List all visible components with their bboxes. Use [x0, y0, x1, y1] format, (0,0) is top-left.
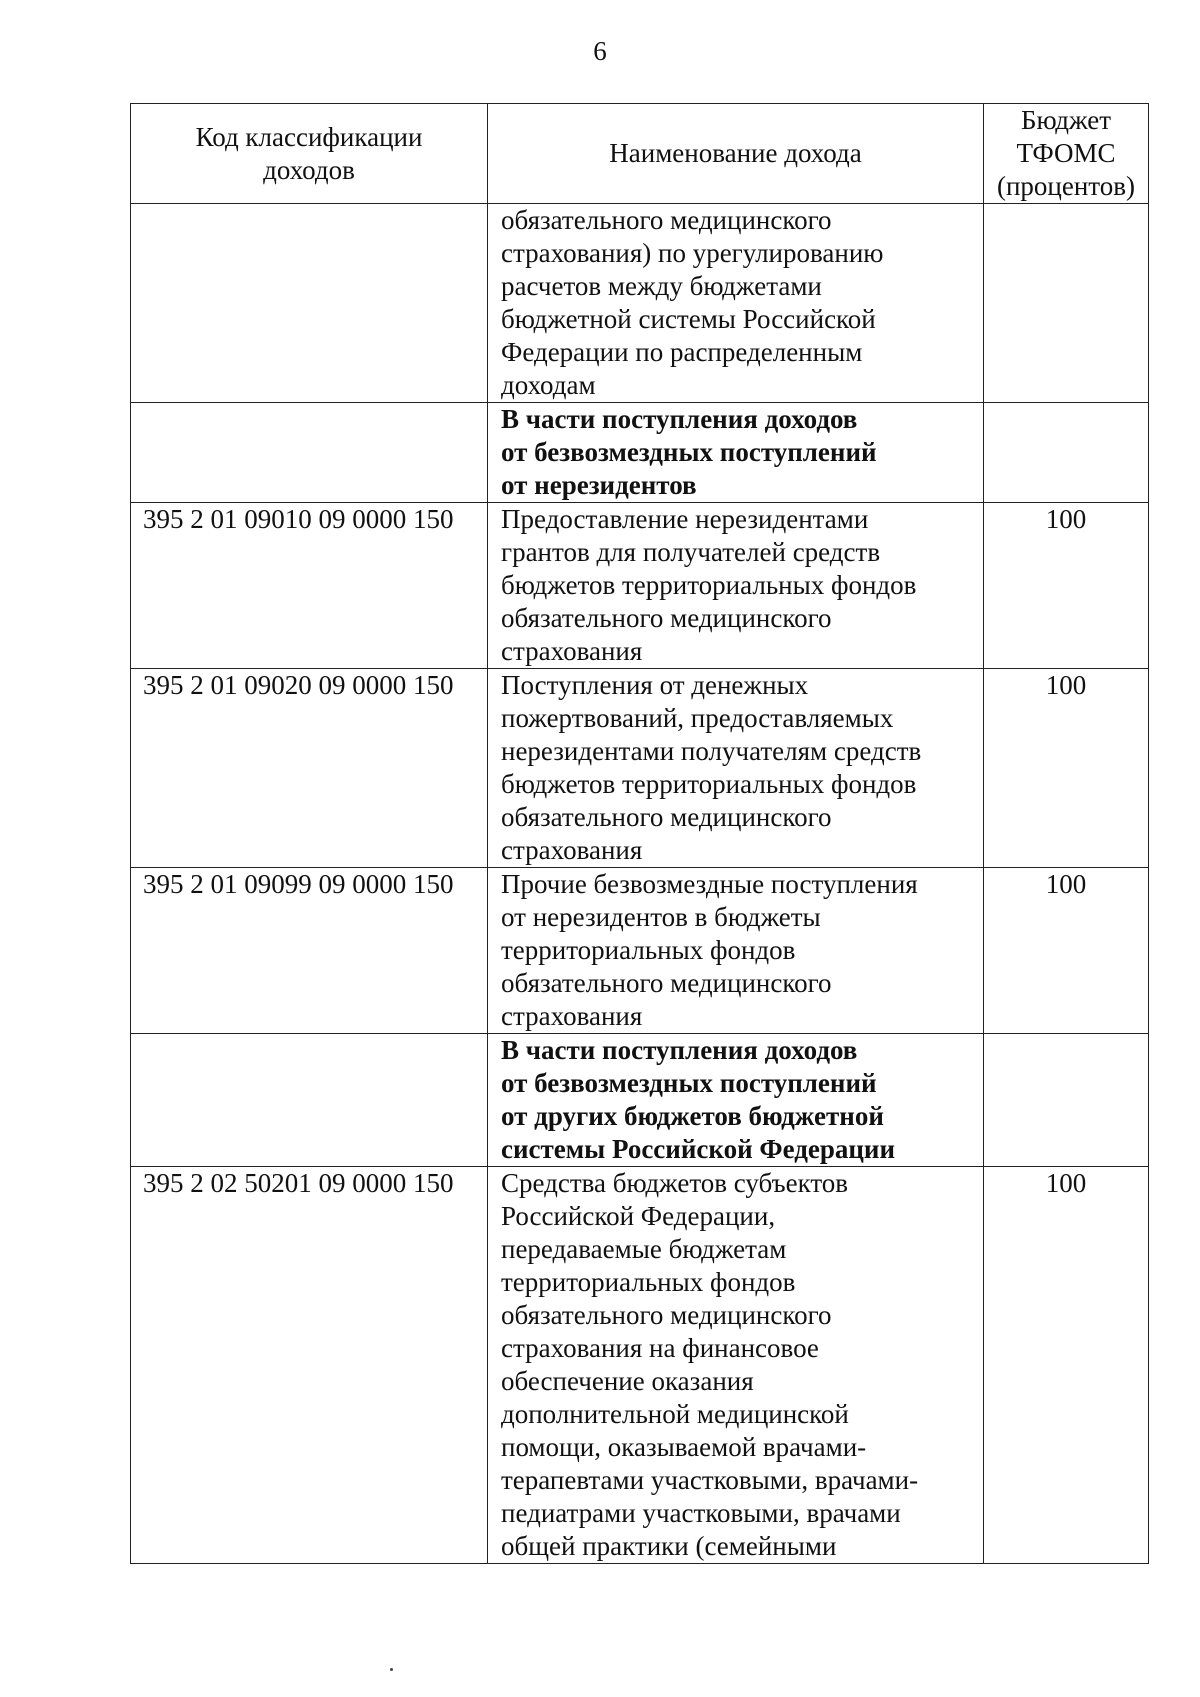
- income-name-cell: Прочие безвозмездные поступления от нерезидентов в бюджеты территориальных фондов обязательного медицинского страхования: [488, 868, 984, 1034]
- table-row: [131, 1034, 1149, 1167]
- budget-percent-cell: 100: [984, 669, 1149, 868]
- income-code-cell: 395 2 01 09010 09 0000 150: [131, 503, 488, 669]
- table-row: [131, 204, 1149, 403]
- table-row: [131, 868, 1149, 1034]
- table-body: [131, 204, 1149, 1564]
- income-code-cell: [131, 403, 488, 503]
- income-name-cell: Предоставление нерезидентами грантов для получателей средств бюджетов территориальных фондов обязательного медицинского страхования: [488, 503, 984, 669]
- income-code-cell: [131, 204, 488, 403]
- table-row: [131, 1167, 1149, 1564]
- header-name: Наименование дохода: [488, 104, 984, 204]
- budget-percent-cell: 100: [984, 868, 1149, 1034]
- table-row: [131, 503, 1149, 669]
- header-code: Код классификации доходов: [131, 104, 488, 204]
- budget-percent-cell: [984, 204, 1149, 403]
- income-name-cell: обязательного медицинского страхования) по урегулированию расчетов между бюджетами бюджетной системы Российской Федерации по распределенным доходам: [488, 204, 984, 403]
- income-name-cell: Поступления от денежных пожертвований, предоставляемых нерезидентами получателям средств бюджетов территориальных фондов обязательного медицинского страхования: [488, 669, 984, 868]
- income-code-cell: 395 2 01 09020 09 0000 150: [131, 669, 488, 868]
- table-row: [131, 403, 1149, 503]
- budget-percent-cell: [984, 1034, 1149, 1167]
- income-code-cell: [131, 1034, 488, 1167]
- header-percent: Бюджет ТФОМС (процентов): [984, 104, 1149, 204]
- budget-percent-cell: 100: [984, 503, 1149, 669]
- income-code-cell: 395 2 02 50201 09 0000 150: [131, 1167, 488, 1564]
- table-header-row: [131, 104, 1149, 204]
- income-classification-table: [130, 103, 1149, 1564]
- budget-percent-cell: 100: [984, 1167, 1149, 1564]
- section-heading-cell: В части поступления доходов от безвозмездных поступлений от других бюджетов бюджетной системы Российской Федерации: [488, 1034, 984, 1167]
- scan-speck: [390, 1668, 393, 1671]
- income-code-cell: 395 2 01 09099 09 0000 150: [131, 868, 488, 1034]
- budget-percent-cell: [984, 403, 1149, 503]
- page-number: 6: [593, 36, 607, 66]
- income-name-cell: Средства бюджетов субъектов Российской Федерации, передаваемые бюджетам территориальных фондов обязательного медицинского страхования на финансовое обеспечение оказания дополнительной медицинской помощи, оказываемой врачами- терапевтами участковыми, врачами- педиатрами участковыми, врачами общей практики (семейными: [488, 1167, 984, 1564]
- section-heading-cell: В части поступления доходов от безвозмездных поступлений от нерезидентов: [488, 403, 984, 503]
- table-row: [131, 669, 1149, 868]
